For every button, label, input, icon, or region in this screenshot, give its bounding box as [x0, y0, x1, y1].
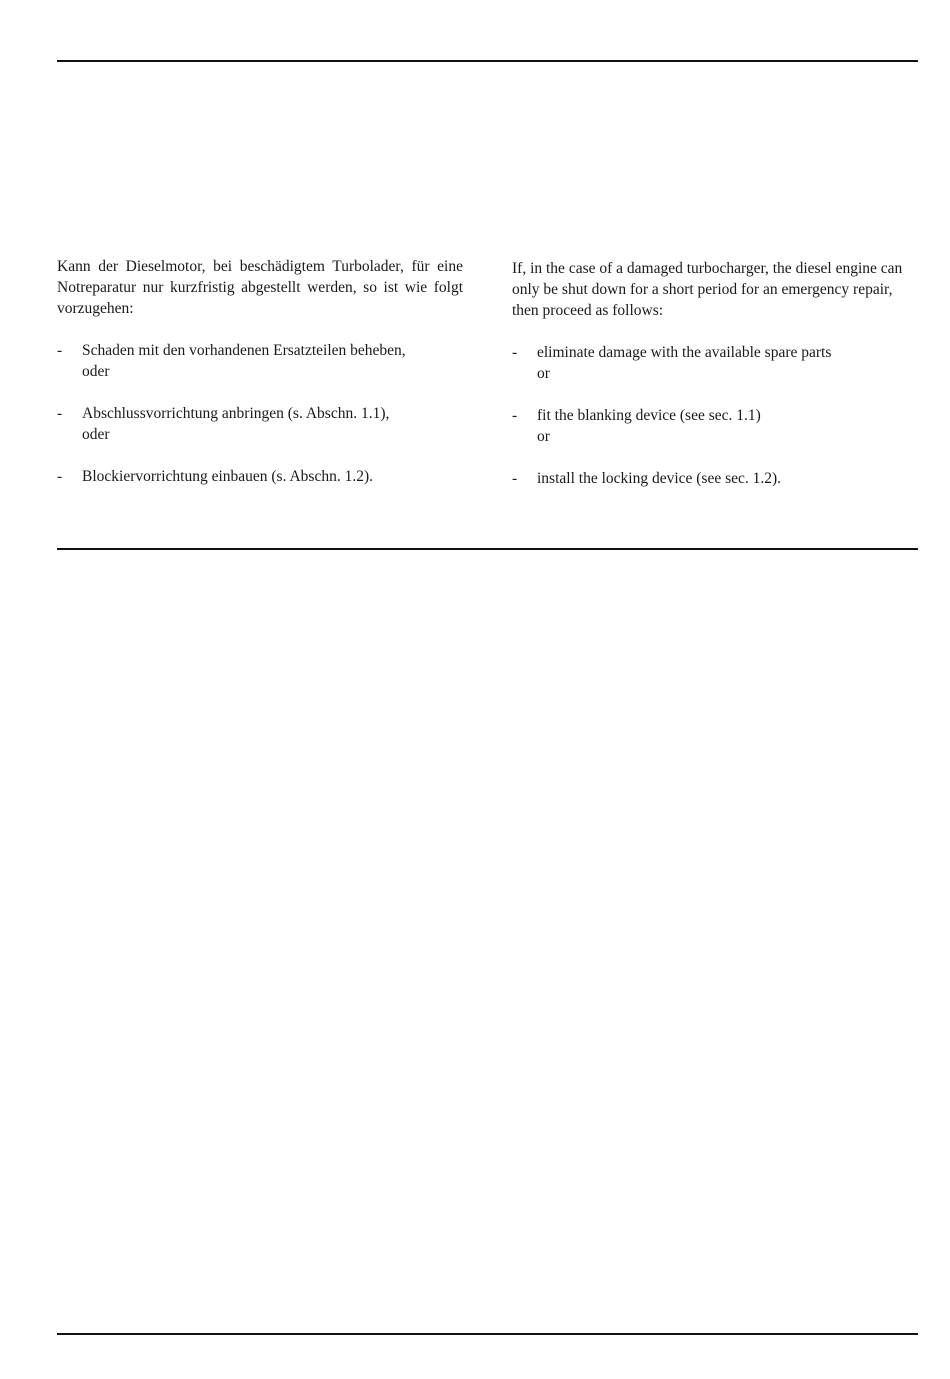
list-dash: -: [512, 470, 518, 487]
english-item-sub: or: [537, 428, 550, 445]
list-dash: -: [57, 405, 63, 422]
list-dash: -: [512, 344, 518, 361]
german-list-item: [57, 403, 463, 445]
list-dash: -: [57, 342, 63, 359]
german-list-item: [57, 466, 463, 487]
german-item-text: Blockiervorrichtung einbauen (s. Abschn. 1.2).: [82, 468, 373, 485]
german-item-text: Abschlussvorrichtung anbringen (s. Abschn. 1.1),: [82, 405, 390, 422]
footer-rule: [57, 1333, 918, 1335]
english-item-text: fit the blanking device (see sec. 1.1): [537, 407, 761, 424]
english-item-sub: or: [537, 365, 550, 382]
list-dash: -: [57, 468, 63, 485]
german-column: [57, 256, 463, 487]
english-item-text: eliminate damage with the available spare parts: [537, 344, 832, 361]
english-item-text: install the locking device (see sec. 1.2).: [537, 470, 782, 487]
english-list-item: [512, 468, 918, 489]
header-rule: [57, 60, 918, 62]
abb-logo: [838, 1346, 916, 1378]
list-dash: -: [512, 407, 518, 424]
english-list-item: [512, 405, 918, 447]
german-intro: Kann der Dieselmotor, bei beschädigtem Turbolader, für eine Notreparatur nur kurzfristig abgestellt werden, so ist wie folgt vorzugehen:: [57, 258, 463, 317]
german-list-item: [57, 340, 463, 382]
german-item-sub: oder: [82, 363, 110, 380]
german-item-text: Schaden mit den vorhandenen Ersatzteilen beheben,: [82, 342, 406, 359]
german-item-sub: oder: [82, 426, 110, 443]
section-rule: [57, 548, 918, 550]
english-list-item: [512, 342, 918, 384]
english-column: [512, 258, 918, 489]
english-intro: If, in the case of a damaged turbocharger, the diesel engine can only be shut down for a short period for an emergency repair, then proceed as follows:: [512, 260, 903, 319]
